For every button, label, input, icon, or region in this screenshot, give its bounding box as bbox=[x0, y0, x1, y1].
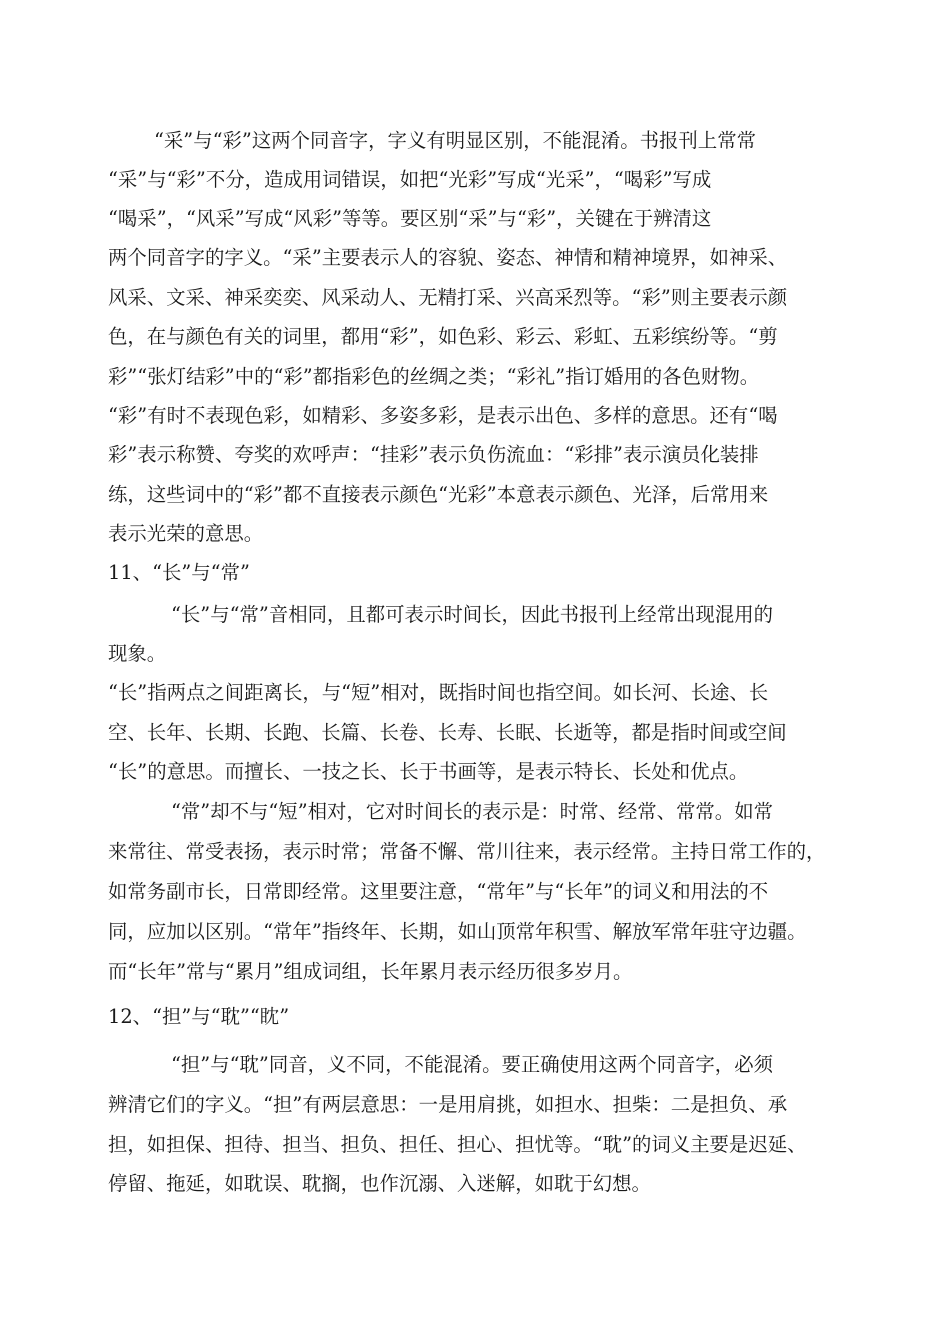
text-line: “长”的意思。而擅长、一技之长、长于书画等，是表示特长、长处和优点。 bbox=[108, 760, 749, 783]
text-line: 如常务副市长，日常即经常。这里要注意，“常年”与“长年”的词义和用法的不 bbox=[108, 880, 769, 903]
text-line: 色，在与颜色有关的词里，都用“彩”，如色彩、彩云、彩虹、五彩缤纷等。“剪 bbox=[108, 325, 778, 348]
text-line: 担，如担保、担待、担当、担负、担任、担心、担忧等。“耽”的词义主要是迟延、 bbox=[108, 1133, 807, 1156]
text-line: 两个同音字的字义。“采”主要表示人的容貌、姿态、神情和精神境界，如神采、 bbox=[108, 246, 788, 269]
text-line: “长”指两点之间距离长，与“短”相对，既指时间也指空间。如长河、长途、长 bbox=[108, 681, 769, 704]
section-heading-11: 11、“长”与“常” bbox=[108, 561, 250, 584]
text-line: “彩”有时不表现色彩，如精彩、多姿多彩，是表示出色、多样的意思。还有“喝 bbox=[108, 404, 778, 427]
text-line: “常”却不与“短”相对，它对时间长的表示是：时常、经常、常常。如常 bbox=[171, 800, 773, 823]
text-line: “长”与“常”音相同，且都可表示时间长，因此书报刊上经常出现混用的 bbox=[171, 603, 773, 626]
text-line: 来常往、常受表扬，表示时常；常备不懈、常川往来，表示经常。主持日常工作的， bbox=[108, 840, 826, 863]
text-line: 表示光荣的意思。 bbox=[108, 522, 264, 545]
text-line: 练，这些词中的“彩”都不直接表示颜色“光彩”本意表示颜色、光泽，后常用来 bbox=[108, 483, 769, 506]
text-line: 而“长年”常与“累月”组成词组，长年累月表示经历很多岁月。 bbox=[108, 960, 633, 983]
text-line: 辨清它们的字义。“担”有两层意思：一是用肩挑，如担水、担柴：二是担负、承 bbox=[108, 1093, 788, 1116]
text-line: 现象。 bbox=[108, 642, 167, 665]
text-line: “喝采”，“风采”写成“风彩”等等。要区别“采”与“彩”，关键在于辨清这 bbox=[108, 207, 712, 230]
text-line: 彩”“张灯结彩”中的“彩”都指彩色的丝绸之类；“彩礼”指订婚用的各色财物。 bbox=[108, 365, 760, 388]
text-line: 风采、文采、神采奕奕、风采动人、无精打采、兴高采烈等。“彩”则主要表示颜 bbox=[108, 286, 788, 309]
text-line: “担”与“耽”同音，义不同，不能混淆。要正确使用这两个同音字，必须 bbox=[171, 1053, 773, 1076]
text-line: 停留、拖延，如耽误、耽搁，也作沉溺、入迷解，如耽于幻想。 bbox=[108, 1172, 651, 1195]
text-line: 空、长年、长期、长跑、长篇、长卷、长寿、长眠、长逝等，都是指时间或空间 bbox=[108, 721, 787, 744]
text-line: “采”与“彩”这两个同音字，字义有明显区别，不能混淆。书报刊上常常 bbox=[154, 129, 756, 152]
text-line: 同，应加以区别。“常年”指终年、长期，如山顶常年积雪、解放军常年驻守边疆。 bbox=[108, 920, 807, 943]
text-line: 彩”表示称赞、夸奖的欢呼声：“挂彩”表示负伤流血：“彩排”表示演员化装排 bbox=[108, 443, 759, 466]
section-heading-12: 12、“担”与“耽”“眈” bbox=[108, 1005, 290, 1028]
text-line: “采”与“彩”不分，造成用词错误，如把“光彩”写成“光采”，“喝彩”写成 bbox=[108, 168, 712, 191]
